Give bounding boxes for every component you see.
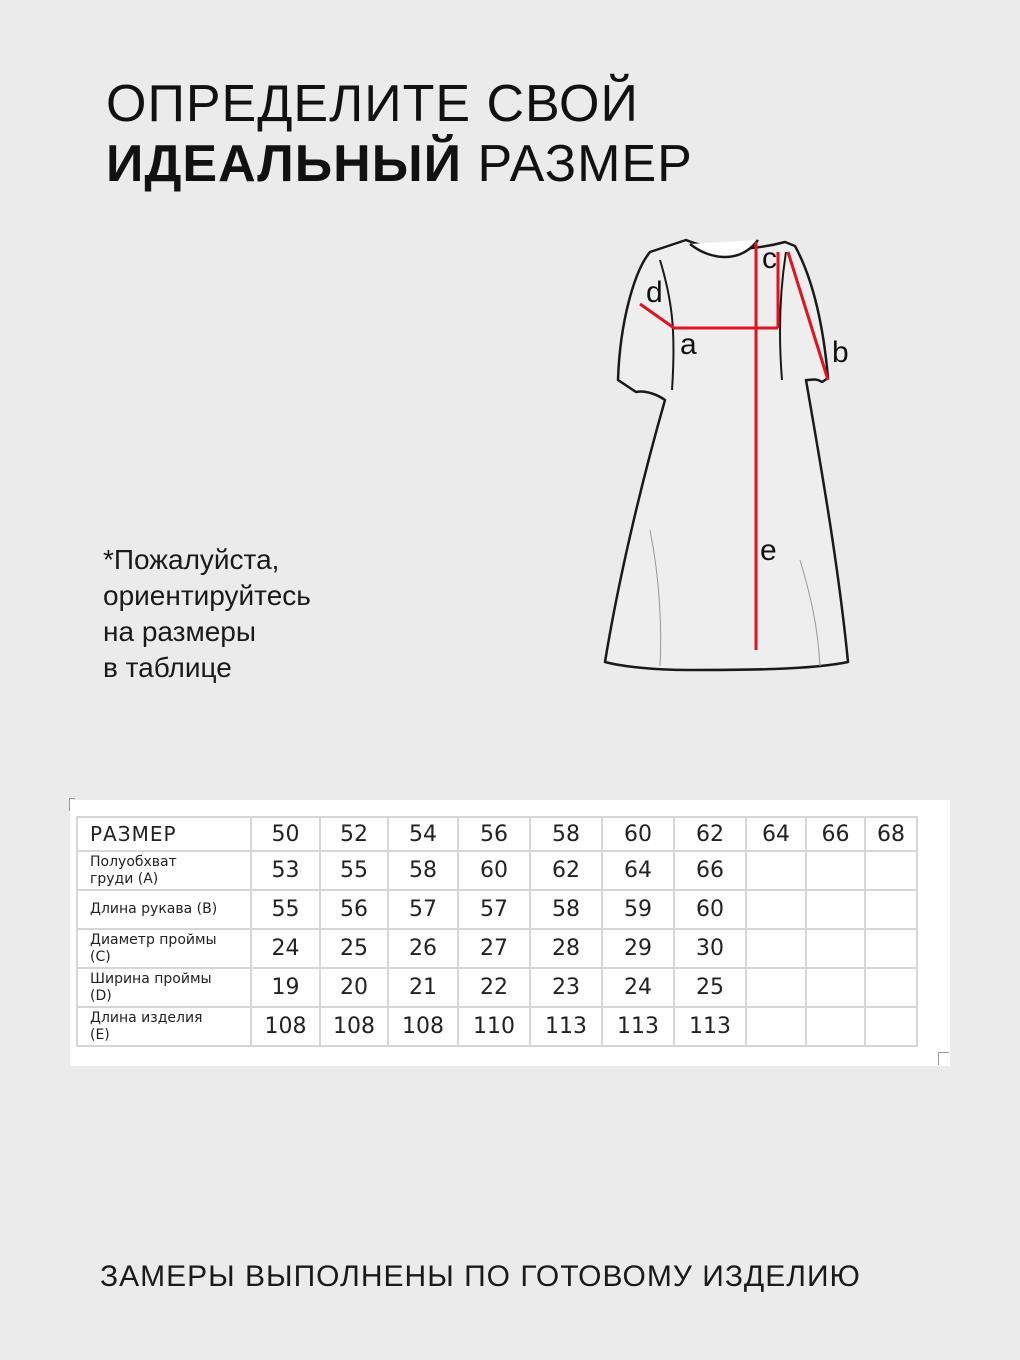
table-cell: 25 — [674, 968, 746, 1007]
size-header: 64 — [746, 817, 806, 851]
table-cell — [806, 929, 865, 968]
table-cell: 27 — [458, 929, 530, 968]
label-c: c — [762, 242, 777, 275]
size-header: 68 — [865, 817, 917, 851]
table-cell: 59 — [602, 890, 674, 929]
table-cell: 57 — [458, 890, 530, 929]
table-cell: 26 — [388, 929, 458, 968]
table-cell: 24 — [602, 968, 674, 1007]
size-header: 56 — [458, 817, 530, 851]
crop-mark — [938, 1052, 949, 1065]
table-cell — [865, 1007, 917, 1046]
table-cell: 57 — [388, 890, 458, 929]
footer-note: ЗАМЕРЫ ВЫПОЛНЕНЫ ПО ГОТОВОМУ ИЗДЕЛИЮ — [100, 1260, 861, 1293]
table-cell: 23 — [530, 968, 602, 1007]
size-header: 60 — [602, 817, 674, 851]
table-cell — [746, 851, 806, 890]
note-line: ориентируйтесь — [103, 580, 311, 611]
table-cell — [865, 968, 917, 1007]
table-cell: 24 — [251, 929, 320, 968]
table-cell: 60 — [458, 851, 530, 890]
table-row — [77, 929, 917, 968]
row-label: Полуобхват груди (A) — [77, 851, 251, 890]
table-cell: 110 — [458, 1007, 530, 1046]
table-cell: 28 — [530, 929, 602, 968]
table-cell: 55 — [251, 890, 320, 929]
table-row — [77, 851, 917, 890]
row-label: Длина рукава (B) — [77, 890, 251, 929]
table-cell: 66 — [674, 851, 746, 890]
table-cell: 60 — [674, 890, 746, 929]
title-line-1: ОПРЕДЕЛИТЕ СВОЙ — [106, 75, 639, 133]
table-cell: 64 — [602, 851, 674, 890]
row-label: Диаметр проймы (C) — [77, 929, 251, 968]
table-cell: 58 — [530, 890, 602, 929]
table-cell: 108 — [320, 1007, 388, 1046]
table-cell: 113 — [602, 1007, 674, 1046]
table-cell: 62 — [530, 851, 602, 890]
table-header-row — [77, 817, 917, 851]
note-line: *Пожалуйста, — [103, 544, 280, 575]
size-header: 54 — [388, 817, 458, 851]
table-cell: 22 — [458, 968, 530, 1007]
size-header: 62 — [674, 817, 746, 851]
row-label: Длина изделия (E) — [77, 1007, 251, 1046]
title-line-2 — [106, 134, 693, 194]
table-cell — [746, 890, 806, 929]
size-note — [103, 542, 311, 686]
size-header: 58 — [530, 817, 602, 851]
table-cell: 20 — [320, 968, 388, 1007]
size-table — [76, 816, 918, 1047]
row-label: Ширина проймы (D) — [77, 968, 251, 1007]
table-row — [77, 890, 917, 929]
dress-measurement-diagram — [590, 230, 870, 680]
table-cell: 55 — [320, 851, 388, 890]
table-cell: 56 — [320, 890, 388, 929]
note-line: на размеры — [103, 616, 257, 647]
title-rest-word: РАЗМЕР — [477, 135, 693, 193]
table-cell — [806, 968, 865, 1007]
table-row — [77, 1007, 917, 1046]
table-cell: 113 — [530, 1007, 602, 1046]
table-cell: 29 — [602, 929, 674, 968]
size-table-panel — [70, 800, 950, 1066]
title-bold-word: ИДЕАЛЬНЫЙ — [106, 135, 462, 193]
table-cell: 108 — [251, 1007, 320, 1046]
table-row — [77, 968, 917, 1007]
table-cell: 108 — [388, 1007, 458, 1046]
label-d: d — [646, 276, 663, 309]
size-header: 66 — [806, 817, 865, 851]
table-cell — [746, 929, 806, 968]
label-b: b — [832, 336, 849, 369]
table-cell: 113 — [674, 1007, 746, 1046]
note-line: в таблице — [103, 652, 232, 683]
size-header: 52 — [320, 817, 388, 851]
header-label: РАЗМЕР — [77, 817, 251, 851]
table-cell: 19 — [251, 968, 320, 1007]
table-cell: 58 — [388, 851, 458, 890]
size-header: 50 — [251, 817, 320, 851]
table-cell — [806, 851, 865, 890]
table-cell — [865, 851, 917, 890]
table-cell — [865, 890, 917, 929]
table-cell — [806, 890, 865, 929]
table-cell — [806, 1007, 865, 1046]
table-cell — [865, 929, 917, 968]
table-cell: 30 — [674, 929, 746, 968]
table-cell — [746, 1007, 806, 1046]
table-cell — [746, 968, 806, 1007]
table-cell: 25 — [320, 929, 388, 968]
label-a: a — [680, 328, 697, 361]
table-cell: 21 — [388, 968, 458, 1007]
table-cell: 53 — [251, 851, 320, 890]
page-title — [106, 74, 693, 194]
label-e: e — [760, 534, 777, 567]
